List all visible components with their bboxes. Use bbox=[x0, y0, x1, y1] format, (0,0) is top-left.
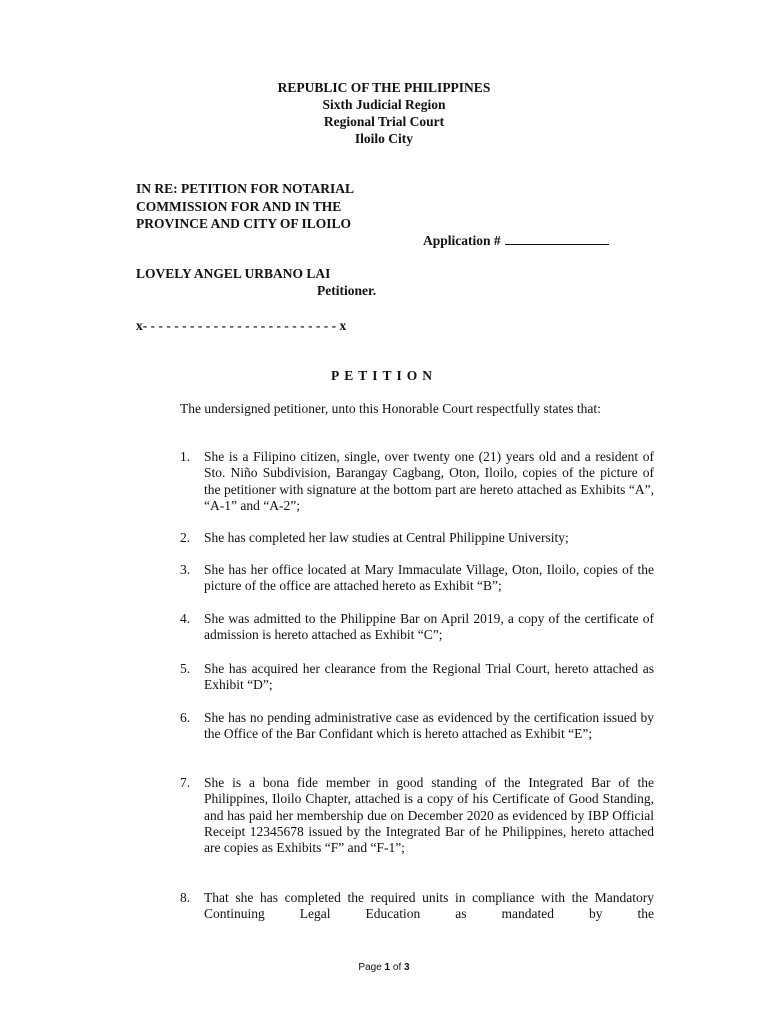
case-caption bbox=[136, 180, 436, 233]
application-blank-line bbox=[505, 232, 609, 245]
header-city: Iloilo City bbox=[354, 131, 414, 146]
item-text: She has acquired her clearance from the Regional Trial Court, hereto attached as Exhibit “D”; bbox=[204, 661, 654, 693]
item-number: 6. bbox=[180, 710, 191, 725]
footer-page-word: Page bbox=[358, 962, 382, 973]
application-label: Application # bbox=[423, 233, 501, 248]
caption-line-3: PROVINCE AND CITY OF ILOILO bbox=[136, 216, 352, 231]
caption-separator: x- - - - - - - - - - - - - - - - - - - - - - - - - x bbox=[136, 318, 347, 333]
footer-total-pages: 3 bbox=[404, 962, 410, 973]
item-number: 1. bbox=[180, 449, 191, 464]
item-number: 7. bbox=[180, 775, 191, 790]
petitioner-role: Petitioner. bbox=[317, 283, 377, 298]
footer-current-page: 1 bbox=[384, 962, 391, 973]
item-text: She is a Filipino citizen, single, over twenty one (21) years old and a resident of Sto. Niño Subdivision, Barangay Cagbang, Oton, Iloilo, copies of the picture of the petitioner with signature at the bottom part are hereto attached as Exhibits “A”, “A-1” and “A-2”; bbox=[204, 449, 654, 513]
footer-of-word: of bbox=[392, 962, 402, 973]
item-text: She has completed her law studies at Central Philippine University; bbox=[204, 530, 569, 545]
item-number: 3. bbox=[180, 562, 191, 577]
item-text: She has her office located at Mary Immaculate Village, Oton, Iloilo, copies of the picture of the office are attached hereto as Exhibit “B”; bbox=[204, 562, 654, 594]
caption-line-1: IN RE: PETITION FOR NOTARIAL bbox=[136, 181, 355, 196]
item-number: 5. bbox=[180, 661, 191, 676]
intro-paragraph: The undersigned petitioner, unto this Honorable Court respectfully states that: bbox=[180, 401, 601, 416]
header-republic: REPUBLIC OF THE PHILIPPINES bbox=[277, 80, 491, 95]
item-text: That she has completed the required units in compliance with the Mandatory Continuing Legal Education as mandated by the bbox=[204, 890, 654, 922]
item-text: She is a bona fide member in good standing of the Integrated Bar of the Philippines, Iloilo Chapter, attached is a copy of his Certificate of Good Standing, and has paid her membership due on December 2020 as evidenced by IBP Official Receipt 12345678 issued by the Integrated Bar of he Philippines, hereto attached are copies as Exhibits “F” and “F-1”; bbox=[204, 775, 654, 856]
page-footer bbox=[0, 962, 768, 973]
item-number: 2. bbox=[180, 530, 191, 545]
header-judicial-region: Sixth Judicial Region bbox=[322, 97, 446, 112]
caption-line-2: COMMISSION FOR AND IN THE bbox=[136, 198, 342, 214]
item-number: 8. bbox=[180, 890, 191, 905]
document-title: PETITION bbox=[330, 368, 438, 383]
application-number bbox=[423, 232, 609, 249]
item-number: 4. bbox=[180, 611, 191, 626]
header-court: Regional Trial Court bbox=[323, 114, 445, 129]
item-text: She was admitted to the Philippine Bar on April 2019, a copy of the certificate of admission is hereto attached as Exhibit “C”; bbox=[204, 611, 654, 643]
item-text: She has no pending administrative case as evidenced by the certification issued by the Office of the Bar Confidant which is hereto attached as Exhibit “E”; bbox=[204, 710, 654, 742]
petitioner-name: LOVELY ANGEL URBANO LAI bbox=[136, 266, 331, 281]
